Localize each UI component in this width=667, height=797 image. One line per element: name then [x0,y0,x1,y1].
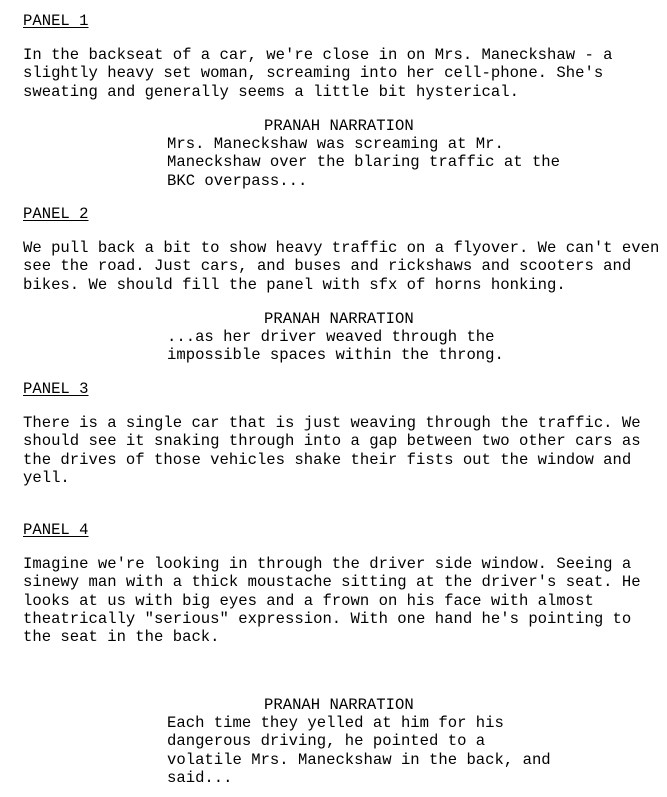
action-line: yell. [23,468,70,487]
action-line: sweating and generally seems a little bit hysterical. [23,82,519,101]
panel-2-heading: PANEL 2 [23,205,89,223]
action-line: There is a single car that is just weaving through the traffic. We [23,414,641,432]
action-line: should see it snaking through into a gap between two other cars as [23,432,641,451]
panel-3-action [23,414,641,487]
action-line: sinewy man with a thick moustache sitting at the driver's seat. He [23,573,641,592]
dialogue-line: said... [167,768,233,787]
action-line: In the backseat of a car, we're close in on Mrs. Maneckshaw - a [23,46,613,64]
action-line: see the road. Just cars, and buses and rickshaws and scooters and [23,257,632,276]
action-line: Imagine we're looking in through the driver side window. Seeing a [23,555,632,573]
dialogue-line: ...as her driver weaved through the [167,328,495,346]
panel-1-heading: PANEL 1 [23,12,89,30]
panel-1-action [23,46,613,101]
dialogue-line: volatile Mrs. Maneckshaw in the back, and [167,750,551,769]
action-line: looks at us with big eyes and a frown on his face with almost [23,591,594,610]
dialogue-line: Maneckshaw over the blaring traffic at the [167,153,561,172]
panel-2-character: PRANAH NARRATION [264,310,414,328]
dialogue-line: Mrs. Maneckshaw was screaming at Mr. [167,135,504,153]
action-line: the drives of those vehicles shake their fists out the window and [23,450,632,469]
action-line: the seat in the back. [23,628,220,647]
dialogue-line: BKC overpass... [167,171,308,190]
dialogue-line: impossible spaces within the throng. [167,346,504,365]
dialogue-line: dangerous driving, he pointed to a [167,732,486,751]
action-line: bikes. We should fill the panel with sfx of horns honking. [23,275,566,294]
panel-4-action [23,555,641,646]
panel-4-character: PRANAH NARRATION [264,696,414,714]
panel-3-heading: PANEL 3 [23,380,89,398]
panel-2-action [23,239,659,294]
panel-4-dialogue [167,714,551,787]
panel-4-heading: PANEL 4 [23,521,89,539]
panel-1-character: PRANAH NARRATION [264,117,414,135]
action-line: theatrically "serious" expression. With one hand he's pointing to [23,609,632,628]
action-line: We pull back a bit to show heavy traffic on a flyover. We can't even [23,239,660,257]
panel-1-dialogue [167,135,560,190]
panel-2-dialogue [167,328,504,365]
dialogue-line: Each time they yelled at him for his [167,714,504,732]
action-line: slightly heavy set woman, screaming into her cell-phone. She's [23,64,604,83]
